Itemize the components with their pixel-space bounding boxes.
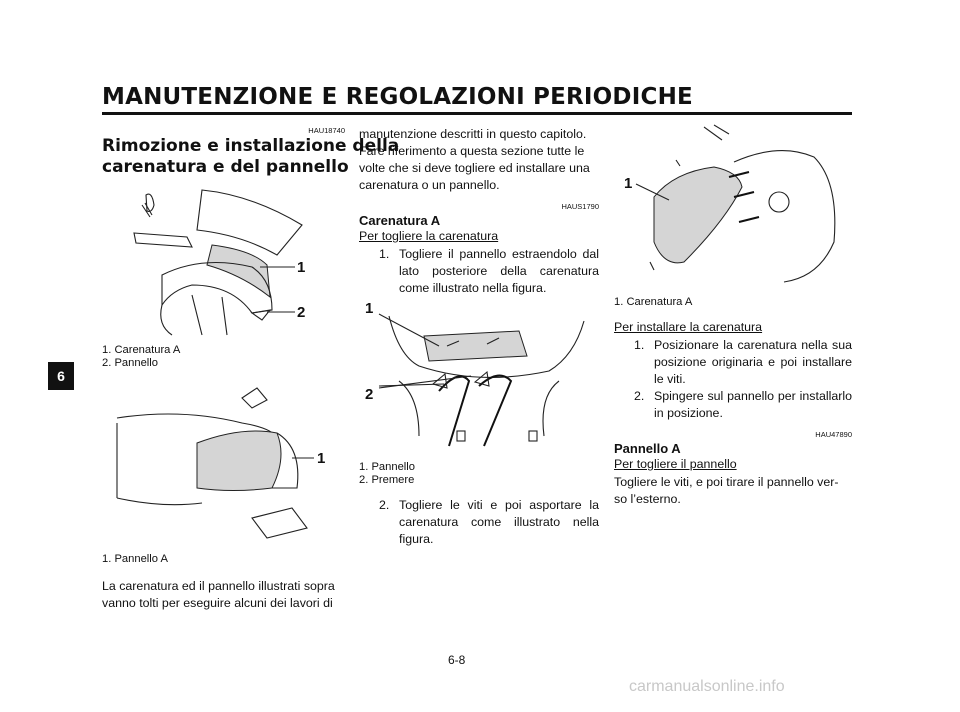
- step-number: 1.: [634, 338, 645, 352]
- body-lines: [161, 295, 227, 335]
- remove-steps-1: [359, 246, 599, 297]
- body-outline: [117, 423, 202, 505]
- panel-shaded: [424, 331, 527, 361]
- mirror: [146, 194, 154, 211]
- panel-paragraph-line1: Togliere le viti, e poi tirare il pannello ver-: [614, 475, 839, 489]
- step-number: 1.: [379, 247, 390, 261]
- panel-paragraph-line2: so l’esterno.: [614, 492, 681, 506]
- heading-remove-fairing: Per togliere la carenatura: [359, 229, 499, 243]
- install-steps: [614, 337, 852, 422]
- lever: [242, 388, 267, 408]
- intro-line2: Fare riferimento a questa sezione tutte le: [359, 144, 585, 158]
- headlight: [769, 192, 789, 212]
- caption-fig1-2: 2. Pannello: [102, 357, 158, 369]
- chapter-tab: 6: [48, 362, 74, 390]
- page-header-title: MANUTENZIONE E REGOLAZIONI PERIODICHE: [102, 84, 693, 110]
- watermark: carmanualsonline.info: [629, 678, 785, 695]
- callout-2: 2: [365, 386, 374, 403]
- callout-1: 1: [624, 175, 633, 192]
- intro-line1: manutenzione descritti in questo capitolo.: [359, 127, 587, 141]
- figure-panel-a: [102, 378, 345, 543]
- step-item: [359, 497, 599, 548]
- step-item: [359, 246, 599, 297]
- press-arrow-right: [479, 376, 511, 446]
- intro-line4: carenatura o un pannello.: [359, 178, 500, 192]
- callout-1: 1: [317, 450, 326, 467]
- figure-fairing-and-panel: [102, 185, 345, 340]
- caption-right-1: 1. Carenatura A: [614, 296, 693, 308]
- callout-1: 1: [365, 300, 374, 317]
- remove-steps-2: [359, 497, 599, 548]
- step-number: 2.: [379, 498, 390, 512]
- fork-lines: [399, 381, 559, 436]
- figure-fairing-a-screws: [614, 122, 852, 287]
- heading-remove-panel: Per togliere il pannello: [614, 457, 737, 471]
- step-text: Spingere sul pannello per installarlo in posizione.: [654, 389, 852, 420]
- intro-line3: volte che si deve togliere ed installare una: [359, 161, 590, 175]
- section-title-line1: Rimozione e installazione della: [102, 136, 400, 156]
- panel-a: [197, 431, 281, 491]
- subhead-panel-a: Pannello A: [614, 441, 681, 456]
- fairing-a: [654, 167, 742, 263]
- step-text: Posizionare la carenatura nella sua posizione originaria e poi installare le viti.: [654, 338, 852, 386]
- page-number: 6-8: [448, 653, 466, 667]
- section-code: HAUS1790: [561, 202, 599, 211]
- step-text: Togliere il pannello estraendolo dal lato posteriore della carenatura come illustrato nella figura.: [399, 247, 599, 295]
- section-code: HAU18740: [308, 126, 345, 135]
- top-lines: [704, 125, 729, 140]
- step-item: [614, 337, 852, 388]
- scooter-body: [734, 151, 835, 282]
- caption-fig1-1: 1. Carenatura A: [102, 344, 181, 356]
- caption-fig2-1: 1. Pannello A: [102, 553, 168, 565]
- clip: [529, 431, 537, 441]
- caption-mid-2: 2. Premere: [359, 474, 415, 486]
- step-text: Togliere le viti e poi asportare la carenatura come illustrato nella figura.: [399, 498, 599, 546]
- leader-line-2b: [379, 376, 471, 388]
- heading-install-fairing: Per installare la carenatura: [614, 320, 763, 334]
- leader-line-1: [379, 314, 439, 346]
- callout-2: 2: [297, 304, 306, 321]
- callout-1: 1: [297, 259, 306, 276]
- figure-panel-press: [359, 296, 599, 454]
- section-code: HAU47890: [815, 430, 852, 439]
- caption-mid-1: 1. Pannello: [359, 461, 415, 473]
- section-title-line2: carenatura e del pannello: [102, 157, 349, 177]
- paragraph-line2: vanno tolti per eseguire alcuni dei lavori di: [102, 596, 333, 610]
- step-number: 2.: [634, 389, 645, 403]
- front-body: [162, 263, 272, 314]
- paragraph-line1: La carenatura ed il pannello illustrati sopra: [102, 579, 335, 593]
- header-rule: [102, 112, 852, 115]
- handlebar: [134, 233, 192, 247]
- clip: [457, 431, 465, 441]
- grip: [252, 508, 307, 538]
- step-item: [614, 388, 852, 422]
- subhead-fairing-a: Carenatura A: [359, 213, 441, 228]
- fairing-a: [207, 245, 270, 297]
